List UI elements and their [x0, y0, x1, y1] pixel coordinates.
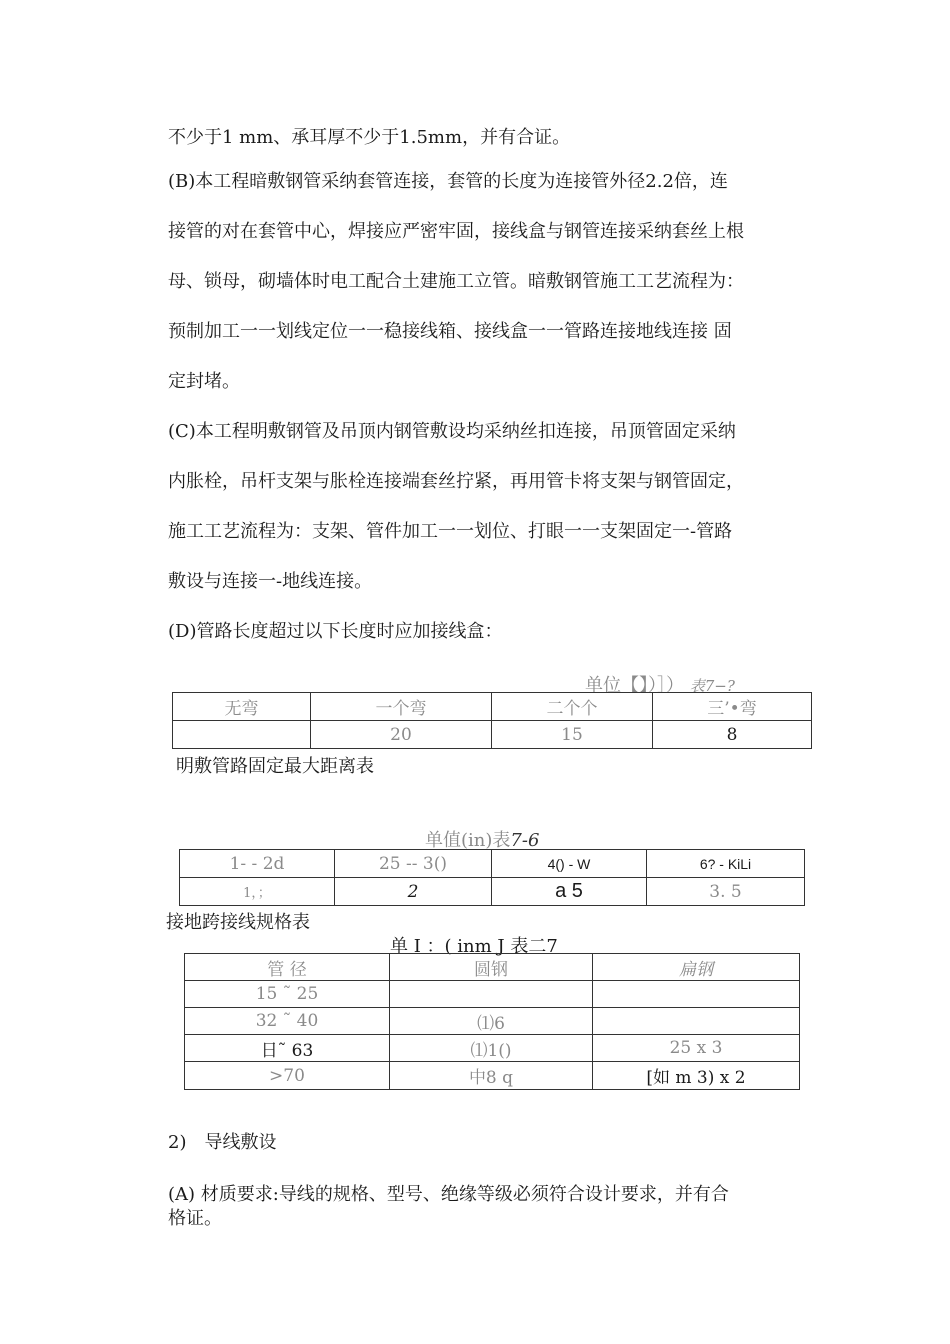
table-caption: 接地跨接线规格表	[166, 912, 310, 933]
table-cell: 日˜ 63	[185, 1035, 390, 1062]
table3-unit-label: 单 I ：( inm J 表二7	[390, 936, 558, 957]
table-cell: 3. 5	[647, 878, 805, 906]
table-cell: 15	[492, 721, 653, 749]
paragraph-line: 施工工艺流程为：支架、管件加工一一划位、打眼一一支架固定一-管路	[168, 521, 733, 542]
table-cell: 8	[653, 721, 812, 749]
section-heading: 2) 导线敷设	[168, 1132, 277, 1153]
bonding-jumper-table	[184, 953, 800, 1090]
table-header-cell: 圆钢	[390, 954, 593, 981]
table-header-cell: 6? - KiLi	[647, 850, 805, 878]
table-cell: [如 m 3) x 2	[593, 1062, 800, 1090]
paragraph-line: (A) 材质要求:导线的规格、型号、绝缘等级必须符合设计要求，并有合	[168, 1184, 729, 1205]
table-cell	[593, 981, 800, 1008]
table-cell	[173, 721, 311, 749]
table-header-cell: 1- - 2d	[180, 850, 335, 878]
paragraph-line: (D)管路长度超过以下长度时应加接线盒：	[168, 621, 503, 642]
table-header-cell: 一个弯	[311, 693, 492, 721]
table-cell: >70	[185, 1062, 390, 1090]
table-cell: a 5	[492, 878, 647, 906]
table-cell	[593, 1008, 800, 1035]
table-cell: 32 ˜ 40	[185, 1008, 390, 1035]
table-cell: 25 x 3	[593, 1035, 800, 1062]
table2-unit: 单值(in)表	[425, 830, 511, 851]
bend-length-table	[172, 692, 812, 749]
paragraph-line: (C)本工程明敷钢管及吊顶内钢管敷设均采纳丝扣连接，吊顶管固定采纳	[168, 421, 736, 442]
table-cell: ⑴1()	[390, 1035, 593, 1062]
table-cell: 中8 q	[390, 1062, 593, 1090]
table-header-cell: 无弯	[173, 693, 311, 721]
table1-unit: 单位【】）］）	[585, 675, 684, 696]
paragraph-line: 不少于1 mm、承耳厚不少于1.5mm，并有合证。	[168, 127, 571, 148]
paragraph-line: 格证。	[168, 1208, 222, 1229]
table-cell: 2	[335, 878, 492, 906]
table-header-cell: 二个个	[492, 693, 653, 721]
fixing-distance-table	[179, 849, 805, 906]
table-header-cell: 扁钢	[593, 954, 800, 981]
table-cell: 15 ˜ 25	[185, 981, 390, 1008]
table-cell: 1，；	[180, 878, 335, 906]
table-header-cell: 三’•弯	[653, 693, 812, 721]
table-cell: ⑴6	[390, 1008, 593, 1035]
table-header-text: 25 -- 3()	[378, 853, 447, 874]
table-cell: 20	[311, 721, 492, 749]
table-header-cell: 管 径	[185, 954, 390, 981]
table-caption: 明敷管路固定最大距离表	[176, 756, 374, 777]
table1-number: 表7−?	[689, 677, 735, 695]
paragraph-line: 预制加工一一划线定位一一稳接线箱、接线盒一一管路连接地线连接 固	[168, 321, 732, 342]
table-header-cell: 4() - W	[492, 850, 647, 878]
table2-number: 7-6	[510, 830, 540, 851]
table-header-cell	[335, 850, 492, 878]
paragraph-line: 母、锁母，砌墙体时电工配合土建施工立管。暗敷钢管施工工艺流程为：	[168, 271, 744, 292]
paragraph-line: (B)本工程暗敷钢管采纳套管连接，套管的长度为连接管外径2.2倍，连	[168, 171, 728, 192]
table-cell	[390, 981, 593, 1008]
paragraph-line: 内胀栓，吊杆支架与胀栓连接端套丝拧紧，再用管卡将支架与钢管固定，	[168, 471, 744, 492]
paragraph-line: 定封堵。	[168, 371, 240, 392]
paragraph-line: 敷设与连接一-地线连接。	[168, 571, 373, 592]
paragraph-line: 接管的对在套管中心，焊接应严密牢固，接线盒与钢管连接采纳套丝上根	[168, 221, 744, 242]
